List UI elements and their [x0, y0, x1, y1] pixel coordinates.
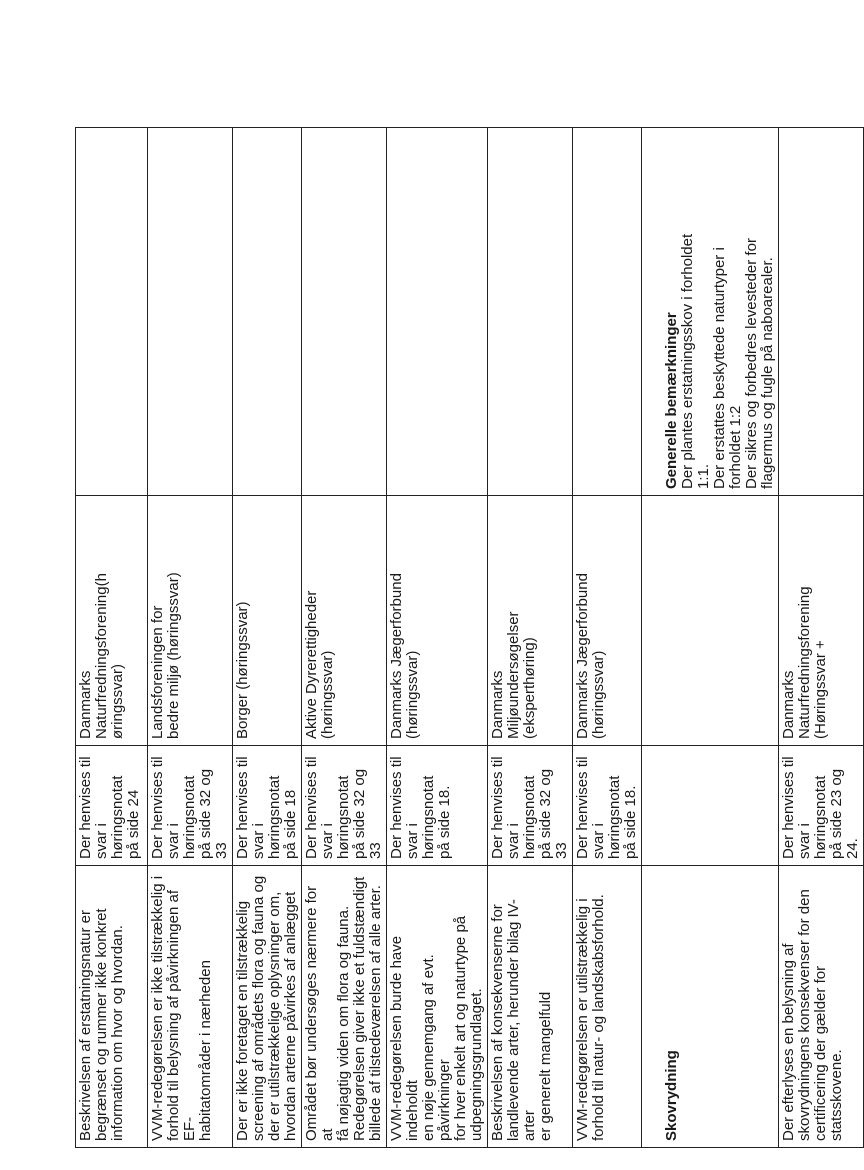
- comment-text: VVM-redegørelsen er utilstrækkelig i forhold til natur- og landskabsforhold.: [574, 894, 607, 1141]
- comment-text: Der efterlyses en belysning af skovrydningens konsekvenser for den certificering der gælder for statsskovene.: [780, 889, 845, 1141]
- source-cell: [148, 496, 233, 746]
- source-cell: [488, 496, 573, 746]
- comment-text: VVM-redegørelsen burde have indeholdt en nøje gennemgang af evt. påvirkninger for hver enkelt art og naturtype på udpegningsgrundlaget.: [388, 915, 485, 1141]
- comment-cell: [779, 866, 864, 1148]
- comment-text: Der er ikke foretaget en tilstrækkelig screening af områdets flora og fauna og der er utilstrækkelige oplysninger om, hvordan arterne påvirkes af anlægget: [234, 875, 299, 1141]
- remark-cell: [779, 128, 864, 496]
- comment-text: VVM-redegørelsen er ikke tilstrækkelig i forhold til belysning af påvirkningen af EF- habitatområder i nærheden: [149, 875, 214, 1141]
- table-row: [148, 128, 233, 1148]
- table-row: [76, 128, 148, 1148]
- remark-cell: [488, 128, 573, 496]
- comment-cell: [148, 866, 233, 1148]
- source-cell: [233, 496, 302, 746]
- reference-text: Der henvises til svar i høringsnotat på side 32 og 33: [489, 756, 570, 859]
- section-heading-cell: [642, 866, 779, 1148]
- remark-cell: [148, 128, 233, 496]
- reference-text: Der henvises til svar i høringsnotat på side 18: [234, 756, 299, 859]
- rotated-page-content: [75, 128, 861, 1148]
- comment-cell: [387, 866, 488, 1148]
- reference-cell: [233, 746, 302, 866]
- source-text: Danmarks Naturfredningsforening(h øringssvar): [77, 573, 126, 739]
- source-text: Danmarks Jægerforbund (høringssvar): [388, 573, 421, 739]
- reference-cell: [148, 746, 233, 866]
- comment-cell: [233, 866, 302, 1148]
- source-text: Danmarks Naturfredningsforening (Høringssvar +: [780, 586, 829, 739]
- remark-cell: [76, 128, 148, 496]
- reference-cell: [76, 746, 148, 866]
- source-cell: [302, 496, 387, 746]
- hearing-response-table: [75, 127, 864, 1148]
- reference-cell: [488, 746, 573, 866]
- reference-text: Der henvises til svar i høringsnotat på side 18.: [388, 756, 453, 859]
- source-text: Danmarks Jægerforbund (høringssvar): [574, 573, 607, 739]
- source-text: Danmarks Miljøundersøgelser (eksperthøring): [489, 611, 538, 739]
- comment-cell: [302, 866, 387, 1148]
- table-row: [302, 128, 387, 1148]
- table-row: [233, 128, 302, 1148]
- remark-cell: [387, 128, 488, 496]
- section-row: [642, 128, 779, 1148]
- reference-text: Der henvises til svar i høringsnotat på side 32 og 33: [303, 756, 384, 859]
- reference-text: Der henvises til svar i høringsnotat på side 24: [77, 756, 142, 859]
- general-remarks-heading: Generelle bemærkninger: [663, 312, 680, 489]
- source-cell: [573, 496, 642, 746]
- source-cell: [387, 496, 488, 746]
- source-text: Borger (høringssvar): [234, 601, 251, 739]
- source-cell: [779, 496, 864, 746]
- remark-cell: [573, 128, 642, 496]
- section-empty-cell: [642, 496, 779, 746]
- general-remarks-cell: [642, 128, 779, 496]
- comment-cell: [76, 866, 148, 1148]
- reference-text: Der henvises til svar i høringsnotat på side 23 og 24.: [780, 756, 861, 859]
- source-text: Aktive Dyrerettigheder (høringssvar): [303, 590, 336, 739]
- table-row: [387, 128, 488, 1148]
- remark-cell: [233, 128, 302, 496]
- section-empty-cell: [642, 746, 779, 866]
- reference-cell: [302, 746, 387, 866]
- source-cell: [76, 496, 148, 746]
- source-text: Landsforeningen for bedre miljø (høringssvar): [149, 572, 182, 739]
- comment-cell: [488, 866, 573, 1148]
- general-remarks-text: Der plantes erstatningsskov i forholdet 1:1. Der erstattes beskyttede naturtyper i forholdet 1:2 Der sikres og forbedres levesteder for flagermus og fugle på naboarealer.: [679, 233, 776, 489]
- reference-text: Der henvises til svar i høringsnotat på side 32 og 33: [149, 756, 230, 859]
- reference-text: Der henvises til svar i høringsnotat på side 18.: [574, 756, 639, 859]
- reference-cell: [573, 746, 642, 866]
- comment-text: Området bør undersøges nærmere for at få nøjagtig viden om flora og fauna. Redegørelsen giver ikke et fuldstændigt billede af tilstedeværelsen af alle arter.: [303, 876, 384, 1141]
- table-row: [488, 128, 573, 1148]
- comment-text: Beskrivelsen af konsekvenserne for landlevende arter, herunder bilag IV-arter er generelt mangelfuld: [489, 899, 554, 1141]
- section-heading: Skovrydning: [663, 1050, 680, 1141]
- table-row: [573, 128, 642, 1148]
- table-row: [779, 128, 864, 1148]
- reference-cell: [779, 746, 864, 866]
- comment-cell: [573, 866, 642, 1148]
- remark-cell: [302, 128, 387, 496]
- comment-text: Beskrivelsen af erstatningsnatur er begrænset og rummer ikke konkret information om hvor og hvordan.: [77, 908, 126, 1141]
- reference-cell: [387, 746, 488, 866]
